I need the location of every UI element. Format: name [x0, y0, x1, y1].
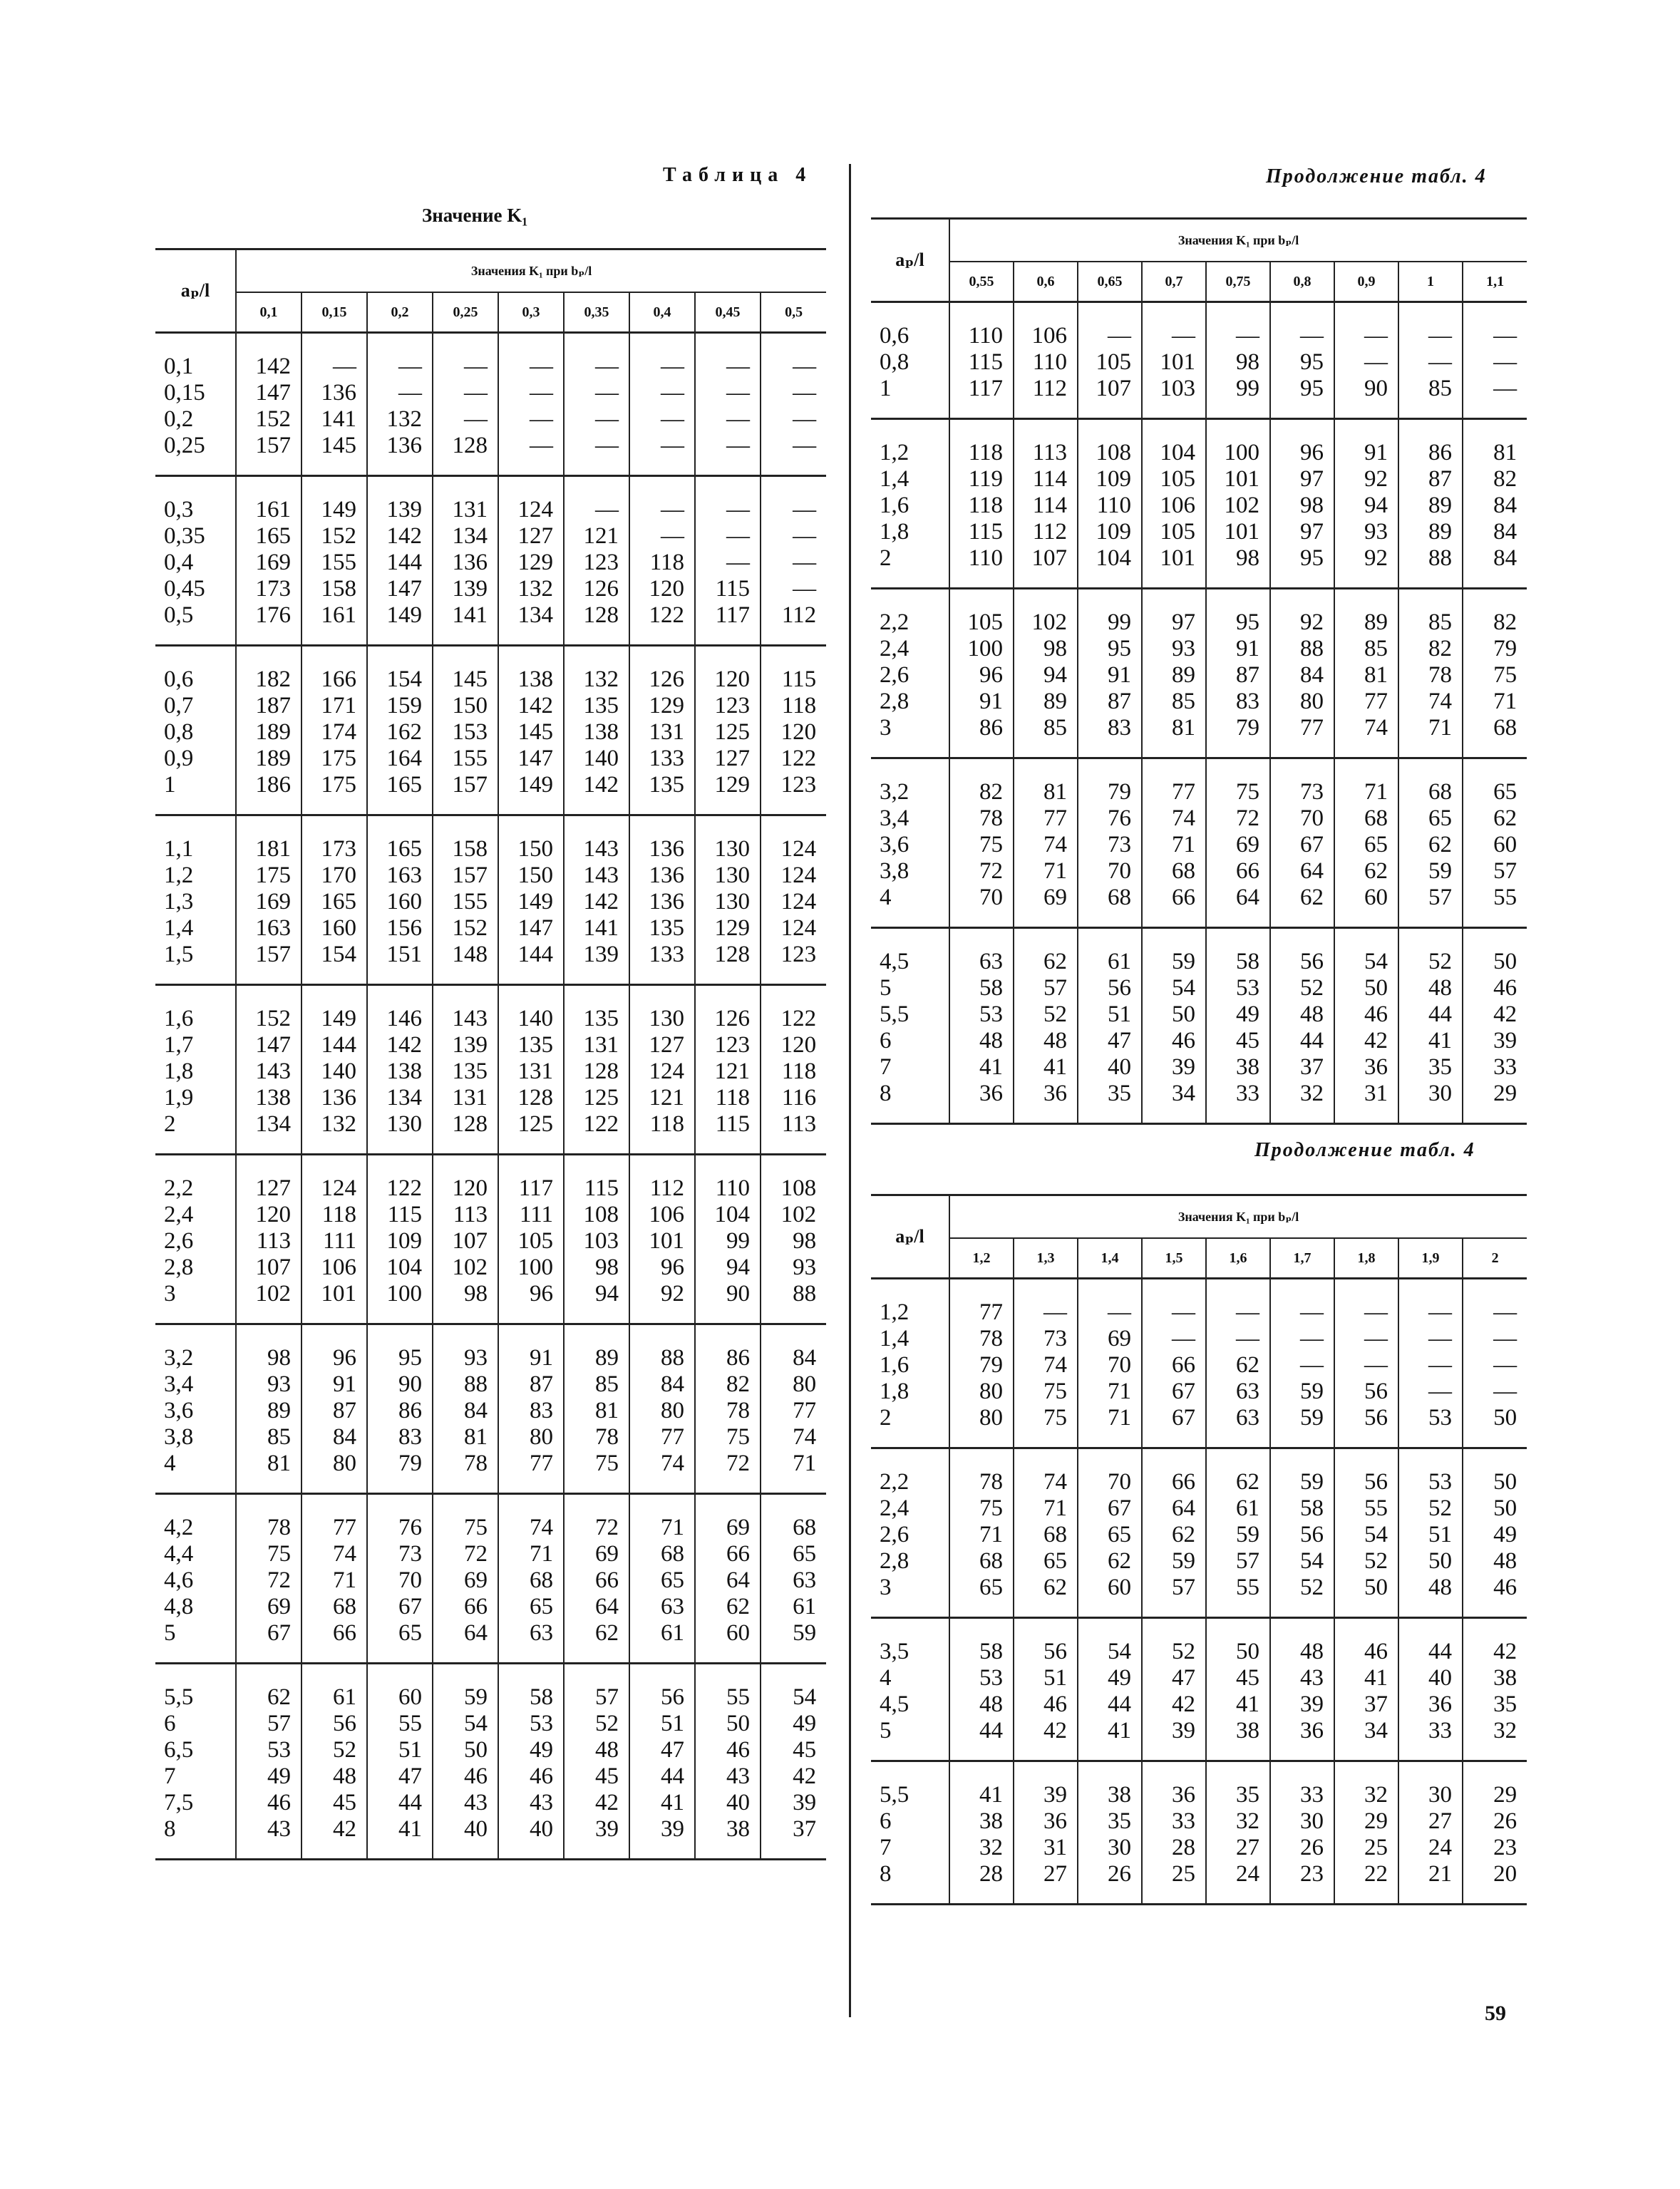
value-cell: 74 71 68 65 63	[498, 1494, 564, 1664]
value-cell: — — —	[1463, 302, 1527, 419]
value-cell: 124 124 124 124 123	[761, 815, 826, 985]
column-header: 1,8	[1334, 1238, 1398, 1279]
value-cell: 120 123 125 127 129	[695, 646, 761, 815]
value-cell: 32 29 25 22	[1334, 1761, 1398, 1905]
value-cell: — 105 107	[1078, 302, 1142, 419]
row-group	[871, 1448, 1527, 1618]
value-cell: — — 85	[1398, 302, 1463, 419]
value-cell: — — — —	[564, 333, 629, 476]
value-cell: 84 80 77 74 71	[761, 1324, 826, 1494]
page-number: 59	[1485, 2002, 1506, 2025]
column-group-caption: Значения K₁ при bₚ/l	[949, 219, 1527, 262]
column-header: 1,9	[1398, 1238, 1463, 1279]
value-cell: — — — 115 117	[695, 476, 761, 646]
value-cell: 48 43 39 36	[1270, 1618, 1334, 1761]
value-cell: 142 147 152 157	[236, 333, 302, 476]
column-header: 0,35	[564, 292, 629, 333]
value-cell: 77 74 71 68 66	[1142, 758, 1206, 928]
table-title: Таблица 4	[663, 164, 813, 186]
value-cell: 173 170 165 160 154	[302, 815, 367, 985]
value-cell: 65 62 60 57 55	[1463, 758, 1527, 928]
row-labels: 0,1 0,15 0,2 0,25	[155, 333, 236, 476]
row-group	[155, 1664, 826, 1860]
row-group	[155, 985, 826, 1155]
value-cell: 41 38 32 28	[949, 1761, 1014, 1905]
row-labels: 5,5 6 6,5 7 7,5 8	[155, 1664, 236, 1860]
value-cell: 54 49 44 41	[1078, 1618, 1142, 1761]
value-cell: 165 163 160 156 151	[367, 815, 433, 985]
k1-table-right-bottom	[871, 1194, 1527, 1905]
value-cell: 89 85 81 77 74	[1334, 589, 1398, 758]
value-cell: 68 65 62 59 57	[1398, 758, 1463, 928]
value-cell: 54 49 45 42 39 37	[761, 1664, 826, 1860]
value-cell: 68 65 63 61 59	[761, 1494, 826, 1664]
value-cell: 100 101 102 101 98	[1206, 419, 1270, 589]
column-group-caption: Значения K₁ при bₚ/l	[949, 1195, 1527, 1239]
value-cell: 96 91 87 84 80	[302, 1324, 367, 1494]
row-group	[155, 1494, 826, 1664]
value-cell: — — — —	[761, 333, 826, 476]
value-cell: 71 68 65 63 61	[629, 1494, 695, 1664]
value-cell: 166 171 174 175 175	[302, 646, 367, 815]
value-cell: 113 114 114 112 107	[1014, 419, 1078, 589]
row-group	[155, 476, 826, 646]
column-header: 0,4	[629, 292, 695, 333]
value-cell: 115 108 103 98 94	[564, 1155, 629, 1324]
value-cell: 29 26 23 20	[1463, 1761, 1527, 1905]
value-cell: 150 150 149 147 144	[498, 815, 564, 985]
row-labels: 1,2 1,4 1,6 1,8 2	[871, 1279, 949, 1448]
value-cell: 132 135 138 140 142	[564, 646, 629, 815]
value-cell: 72 69 66 64 62	[564, 1494, 629, 1664]
row-group	[155, 333, 826, 476]
value-cell: 58 53 49 46 43 40	[498, 1664, 564, 1860]
value-cell: — — — 128	[433, 333, 498, 476]
value-cell: — — — — 50	[1463, 1279, 1527, 1448]
row-group	[871, 1279, 1527, 1448]
value-cell: 161 165 169 173 176	[236, 476, 302, 646]
row-group	[155, 646, 826, 815]
value-cell: — 73 74 75 75	[1014, 1279, 1078, 1448]
value-cell: 61 56 52 48 45 42	[302, 1664, 367, 1860]
value-cell: 38 35 30 26	[1078, 1761, 1142, 1905]
row-group	[155, 815, 826, 985]
column-header: 0,7	[1142, 262, 1206, 302]
value-cell: 53 52 51 50 48	[1398, 1448, 1463, 1618]
value-cell: 82 79 75 71 68	[1463, 589, 1527, 758]
value-cell: 39 36 31 27	[1014, 1761, 1078, 1905]
value-cell: 139 142 144 147 149	[367, 476, 433, 646]
value-cell: 61 56 51 47 40 35	[1078, 928, 1142, 1124]
column-header: 0,15	[302, 292, 367, 333]
value-cell: 76 73 70 67 65	[367, 1494, 433, 1664]
value-cell: — 101 103	[1142, 302, 1206, 419]
value-cell: 117 111 105 100 96	[498, 1155, 564, 1324]
row-labels: 0,6 0,7 0,8 0,9 1	[155, 646, 236, 815]
value-cell: 95 91 87 83 79	[1206, 589, 1270, 758]
row-group	[871, 928, 1527, 1124]
value-cell: — 95 95	[1270, 302, 1334, 419]
value-cell: 154 159 162 164 165	[367, 646, 433, 815]
value-cell: 58 53 49 45 38 33	[1206, 928, 1270, 1124]
row-labels: 1,6 1,7 1,8 1,9 2	[155, 985, 236, 1155]
value-cell: 57 52 48 45 42 39	[564, 1664, 629, 1860]
value-cell: 44 40 36 33	[1398, 1618, 1463, 1761]
value-cell: 46 41 37 34	[1334, 1618, 1398, 1761]
value-cell: 59 58 56 54 52	[1270, 1448, 1334, 1618]
value-cell: 124 127 129 132 134	[498, 476, 564, 646]
value-cell: 86 82 78 75 72	[695, 1324, 761, 1494]
value-cell: 136 136 136 135 133	[629, 815, 695, 985]
column-header: 0,8	[1270, 262, 1334, 302]
value-cell: 152 147 143 138 134	[236, 985, 302, 1155]
column-header: 0,55	[949, 262, 1014, 302]
value-cell: — — — —	[695, 333, 761, 476]
row-labels: 0,3 0,35 0,4 0,45 0,5	[155, 476, 236, 646]
value-cell: 42 38 35 32	[1463, 1618, 1527, 1761]
column-header: 1,7	[1270, 1238, 1334, 1279]
value-cell: 138 142 145 147 149	[498, 646, 564, 815]
value-cell: — — 66 67 67	[1142, 1279, 1206, 1448]
row-labels: 2,2 2,4 2,6 2,8 3	[871, 589, 949, 758]
value-cell: — — 118 120 122	[629, 476, 695, 646]
value-cell: 36 33 28 25	[1142, 1761, 1206, 1905]
value-cell: 58 53 48 44	[949, 1618, 1014, 1761]
value-cell: 82 78 75 72 70	[949, 758, 1014, 928]
value-cell: 78 75 71 68 65	[949, 1448, 1014, 1618]
column-divider	[849, 164, 851, 2017]
value-cell: — — — 59 59	[1270, 1279, 1334, 1448]
value-cell: 143 139 135 131 128	[433, 985, 498, 1155]
column-header: 0,1	[236, 292, 302, 333]
value-cell: 135 131 128 125 122	[564, 985, 629, 1155]
value-cell: 182 187 189 189 186	[236, 646, 302, 815]
row-labels: 3,5 4 4,5 5	[871, 1618, 949, 1761]
column-header: 1,3	[1014, 1238, 1078, 1279]
value-cell: — 136 141 145	[302, 333, 367, 476]
value-cell: 145 150 153 155 157	[433, 646, 498, 815]
column-header: 2	[1463, 1238, 1527, 1279]
value-cell: 130 130 130 129 128	[695, 815, 761, 985]
value-cell: 140 135 131 128 125	[498, 985, 564, 1155]
value-cell: 62 57 52 48 41 36	[1014, 928, 1078, 1124]
value-cell: 78 75 72 69 67	[236, 1494, 302, 1664]
value-cell: 56 51 47 44 41 39	[629, 1664, 695, 1860]
value-cell: 55 50 46 43 40 38	[695, 1664, 761, 1860]
value-cell: 56 52 48 44 37 32	[1270, 928, 1334, 1124]
value-cell: 35 32 27 24	[1206, 1761, 1270, 1905]
table-subtitle: Значение K₁	[422, 205, 528, 226]
value-cell: 69 66 64 62 60	[695, 1494, 761, 1664]
column-header: 0,5	[761, 292, 826, 333]
row-group	[871, 1761, 1527, 1905]
value-cell: 105 100 96 91 86	[949, 589, 1014, 758]
column-header: 0,75	[1206, 262, 1270, 302]
value-cell: — — — 56 56	[1334, 1279, 1398, 1448]
value-cell: 91 92 94 93 92	[1334, 419, 1398, 589]
value-cell: 108 109 110 109 104	[1078, 419, 1142, 589]
value-cell: — — 90	[1334, 302, 1398, 419]
value-cell: 130 127 124 121 118	[629, 985, 695, 1155]
value-cell: 75 72 69 66 64	[433, 1494, 498, 1664]
value-cell: 96 97 98 97 95	[1270, 419, 1334, 589]
row-labels: 2,2 2,4 2,6 2,8 3	[155, 1155, 236, 1324]
value-cell: 146 142 138 134 130	[367, 985, 433, 1155]
value-cell: 75 72 69 66 64	[1206, 758, 1270, 928]
value-cell: 50 50 49 48 46	[1463, 1448, 1527, 1618]
value-cell: 115 118 120 122 123	[761, 646, 826, 815]
continuation-title-bottom: Продолжение табл. 4	[1254, 1139, 1475, 1161]
column-header: 0,3	[498, 292, 564, 333]
value-cell: — — 132 136	[367, 333, 433, 476]
row-header-label: aₚ/l	[155, 249, 236, 333]
row-labels: 2,2 2,4 2,6 2,8 3	[871, 1448, 949, 1618]
row-labels: 1,2 1,4 1,6 1,8 2	[871, 419, 949, 589]
column-header: 1,1	[1463, 262, 1527, 302]
row-group	[871, 589, 1527, 758]
row-labels: 1,1 1,2 1,3 1,4 1,5	[155, 815, 236, 985]
row-group	[871, 419, 1527, 589]
column-header: 0,6	[1014, 262, 1078, 302]
row-header-label: aₚ/l	[871, 219, 949, 302]
value-cell: 131 134 136 139 141	[433, 476, 498, 646]
value-cell: 91 87 83 80 77	[498, 1324, 564, 1494]
value-cell: 118 119 118 115 110	[949, 419, 1014, 589]
value-cell: — 121 123 126 128	[564, 476, 629, 646]
value-cell: 122 120 118 116 113	[761, 985, 826, 1155]
value-cell: 73 70 67 64 62	[1270, 758, 1334, 928]
value-cell: 81 82 84 84 84	[1463, 419, 1527, 589]
row-labels: 0,6 0,8 1	[871, 302, 949, 419]
value-cell: 92 88 84 80 77	[1270, 589, 1334, 758]
value-cell: 77 78 79 80 80	[949, 1279, 1014, 1448]
column-header: 1,2	[949, 1238, 1014, 1279]
value-cell: 70 67 65 62 60	[1078, 1448, 1142, 1618]
value-cell: 110 115 117	[949, 302, 1014, 419]
value-cell: 56 55 54 52 50	[1334, 1448, 1398, 1618]
value-cell: 120 113 107 102 98	[433, 1155, 498, 1324]
value-cell: 77 74 71 68 66	[302, 1494, 367, 1664]
value-cell: 126 129 131 133 135	[629, 646, 695, 815]
value-cell: 143 143 142 141 139	[564, 815, 629, 985]
value-cell: 85 82 78 74 71	[1398, 589, 1463, 758]
value-cell: 50 45 41 38	[1206, 1618, 1270, 1761]
row-group	[871, 1618, 1527, 1761]
column-header: 0,25	[433, 292, 498, 333]
value-cell: 30 27 24 21	[1398, 1761, 1463, 1905]
value-cell: 89 85 81 78 75	[564, 1324, 629, 1494]
k1-table-right-top	[871, 217, 1527, 1125]
value-cell: 63 58 53 48 41 36	[949, 928, 1014, 1124]
value-cell: 54 50 46 42 36 31	[1334, 928, 1398, 1124]
value-cell: — — — —	[629, 333, 695, 476]
value-cell: 122 115 109 104 100	[367, 1155, 433, 1324]
row-group	[871, 758, 1527, 928]
column-header: 1	[1398, 262, 1463, 302]
value-cell: 99 95 91 87 83	[1078, 589, 1142, 758]
value-cell: 98 93 89 85 81	[236, 1324, 302, 1494]
value-cell: 60 55 51 47 44 41	[367, 1664, 433, 1860]
column-header: 1,6	[1206, 1238, 1270, 1279]
value-cell: 88 84 80 77 74	[629, 1324, 695, 1494]
value-cell: 102 98 94 89 85	[1014, 589, 1078, 758]
column-header: 0,9	[1334, 262, 1398, 302]
value-cell: 74 71 68 65 62	[1014, 1448, 1078, 1618]
column-header: 0,2	[367, 292, 433, 333]
value-cell: 149 144 140 136 132	[302, 985, 367, 1155]
value-cell: — — — —	[498, 333, 564, 476]
value-cell: 97 93 89 85 81	[1142, 589, 1206, 758]
value-cell: 86 87 89 89 88	[1398, 419, 1463, 589]
value-cell: 127 120 113 107 102	[236, 1155, 302, 1324]
value-cell: 104 105 106 105 101	[1142, 419, 1206, 589]
value-cell: — — 62 63 63	[1206, 1279, 1270, 1448]
row-labels: 3,2 3,4 3,6 3,8 4	[871, 758, 949, 928]
value-cell: — 98 99	[1206, 302, 1270, 419]
value-cell: 56 51 46 42	[1014, 1618, 1078, 1761]
row-group	[871, 302, 1527, 419]
value-cell: 181 175 169 163 157	[236, 815, 302, 985]
continuation-title-top: Продолжение табл. 4	[1266, 165, 1487, 187]
value-cell: 71 68 65 62 60	[1334, 758, 1398, 928]
value-cell: 79 76 73 70 68	[1078, 758, 1142, 928]
value-cell: 124 118 111 106 101	[302, 1155, 367, 1324]
row-group	[155, 1324, 826, 1494]
row-labels: 4,5 5 5,5 6 7 8	[871, 928, 949, 1124]
value-cell: 66 64 62 59 57	[1142, 1448, 1206, 1618]
row-labels: 5,5 6 7 8	[871, 1761, 949, 1905]
value-cell: — — — — 53	[1398, 1279, 1463, 1448]
value-cell: 112 106 101 96 92	[629, 1155, 695, 1324]
value-cell: 149 152 155 158 161	[302, 476, 367, 646]
column-header: 1,5	[1142, 1238, 1206, 1279]
value-cell: 93 88 84 81 78	[433, 1324, 498, 1494]
k1-table-left	[155, 248, 826, 1860]
value-cell: — 69 70 71 71	[1078, 1279, 1142, 1448]
value-cell: 33 30 26 23	[1270, 1761, 1334, 1905]
value-cell: 50 46 42 39 33 29	[1463, 928, 1527, 1124]
value-cell: 52 47 42 39	[1142, 1618, 1206, 1761]
column-group-caption: Значения K₁ при bₚ/l	[236, 249, 826, 293]
value-cell: 59 54 50 46 43 40	[433, 1664, 498, 1860]
value-cell: 52 48 44 41 35 30	[1398, 928, 1463, 1124]
row-header-label: aₚ/l	[871, 1195, 949, 1279]
value-cell: 110 104 99 94 90	[695, 1155, 761, 1324]
column-header: 0,65	[1078, 262, 1142, 302]
row-group	[155, 1155, 826, 1324]
column-header: 0,45	[695, 292, 761, 333]
value-cell: 95 90 86 83 79	[367, 1324, 433, 1494]
value-cell: 81 77 74 71 69	[1014, 758, 1078, 928]
column-header: 1,4	[1078, 1238, 1142, 1279]
value-cell: — — — — 112	[761, 476, 826, 646]
value-cell: 59 54 50 46 39 34	[1142, 928, 1206, 1124]
row-labels: 4,2 4,4 4,6 4,8 5	[155, 1494, 236, 1664]
row-labels: 3,2 3,4 3,6 3,8 4	[155, 1324, 236, 1494]
value-cell: 106 110 112	[1014, 302, 1078, 419]
value-cell: 62 61 59 57 55	[1206, 1448, 1270, 1618]
value-cell: 158 157 155 152 148	[433, 815, 498, 985]
value-cell: 62 57 53 49 46 43	[236, 1664, 302, 1860]
value-cell: 108 102 98 93 88	[761, 1155, 826, 1324]
value-cell: 126 123 121 118 115	[695, 985, 761, 1155]
